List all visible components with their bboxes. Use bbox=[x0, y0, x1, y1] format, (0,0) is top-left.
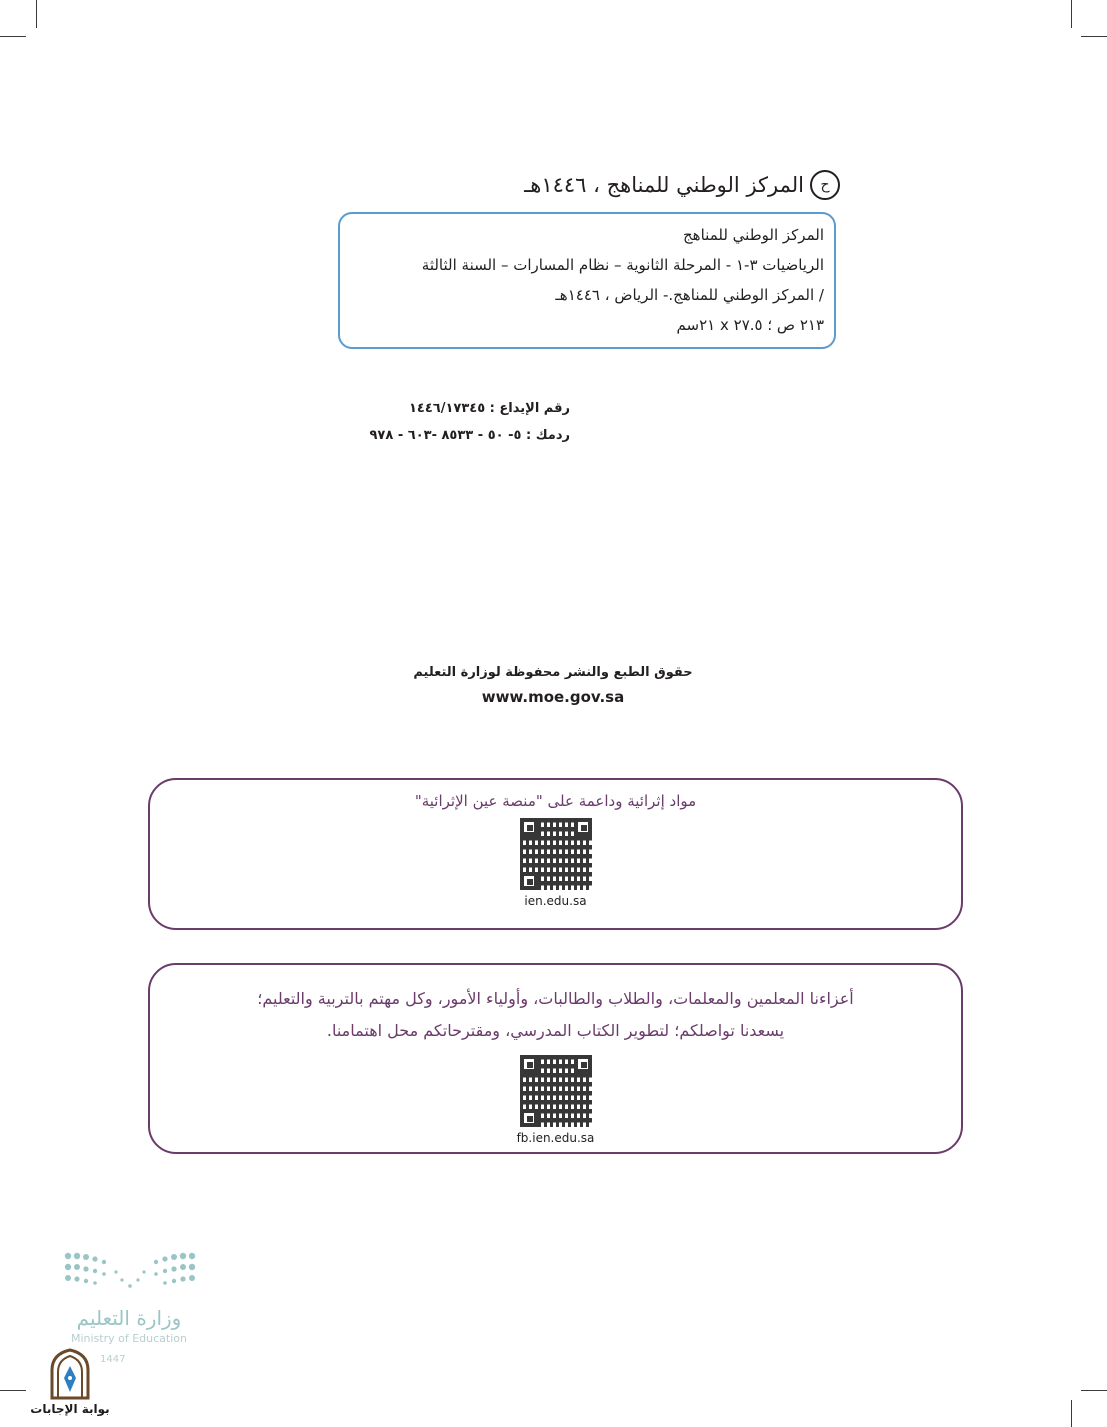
crop-mark bbox=[1071, 0, 1072, 28]
enrichment-box bbox=[148, 778, 963, 930]
qr-caption: ien.edu.sa bbox=[524, 894, 587, 908]
crop-mark bbox=[1071, 1400, 1072, 1427]
qr-code-icon[interactable] bbox=[520, 818, 592, 890]
feedback-text bbox=[150, 983, 961, 1047]
ministry-name-en: Ministry of Education bbox=[70, 1332, 187, 1345]
cip-title-row bbox=[520, 170, 840, 200]
ministry-dots-icon bbox=[60, 1248, 200, 1292]
feedback-line: أعزاءنا المعلمين والمعلمات، والطلاب والطالبات، وأولياء الأمور، وكل مهتم بالتربية والتعليم؛ bbox=[257, 989, 854, 1008]
feedback-box bbox=[148, 963, 963, 1154]
cip-line: ٢١٣ ص ؛ ٢٧.٥ x ٢١سم bbox=[676, 316, 824, 334]
copyright-notice bbox=[380, 665, 726, 706]
ministry-website-link[interactable]: www.moe.gov.sa bbox=[481, 688, 625, 706]
cip-line: الرياضيات ٣-١ - المرحلة الثانوية – نظام المسارات – السنة الثالثة bbox=[421, 256, 824, 274]
crop-mark bbox=[0, 36, 26, 37]
answers-portal-watermark bbox=[30, 1348, 110, 1418]
legal-info bbox=[340, 395, 570, 449]
crop-mark bbox=[1081, 36, 1107, 37]
ministry-year: 1447 bbox=[100, 1354, 126, 1365]
rights-text: حقوق الطبع والنشر محفوظة لوزارة التعليم bbox=[413, 665, 693, 680]
isbn-number: ردمك : ٥- ٥٠ - ٨٥٣٣ -٦٠٣ - ٩٧٨ bbox=[369, 428, 570, 443]
qr-code-icon[interactable] bbox=[520, 1055, 592, 1127]
deposit-number: رقم الإيداع : ١٤٤٦/١٧٣٤٥ bbox=[408, 401, 570, 416]
cip-title: المركز الوطني للمناهج ، ١٤٤٦هـ bbox=[524, 173, 804, 197]
crop-mark bbox=[1081, 1390, 1107, 1391]
cip-line: / المركز الوطني للمناهج.- الرياض ، ١٤٤٦هـ bbox=[555, 286, 824, 304]
cip-line: المركز الوطني للمناهج bbox=[683, 226, 824, 244]
portal-arch-icon bbox=[48, 1348, 92, 1400]
ministry-name-ar: وزارة التعليم bbox=[76, 1306, 182, 1330]
portal-label: بوابة الإجابات bbox=[30, 1402, 110, 1416]
crop-mark bbox=[0, 1390, 26, 1391]
crop-mark bbox=[36, 0, 37, 28]
copyright-symbol: ح bbox=[810, 170, 840, 200]
enrichment-text: مواد إثرائية وداعمة على "منصة عين الإثرائية" bbox=[414, 792, 697, 810]
qr-caption: fb.ien.edu.sa bbox=[516, 1131, 595, 1145]
cip-record-box bbox=[338, 212, 836, 349]
feedback-line: يسعدنا تواصلكم؛ لتطوير الكتاب المدرسي، ومقترحاتكم محل اهتمامنا. bbox=[326, 1021, 785, 1040]
